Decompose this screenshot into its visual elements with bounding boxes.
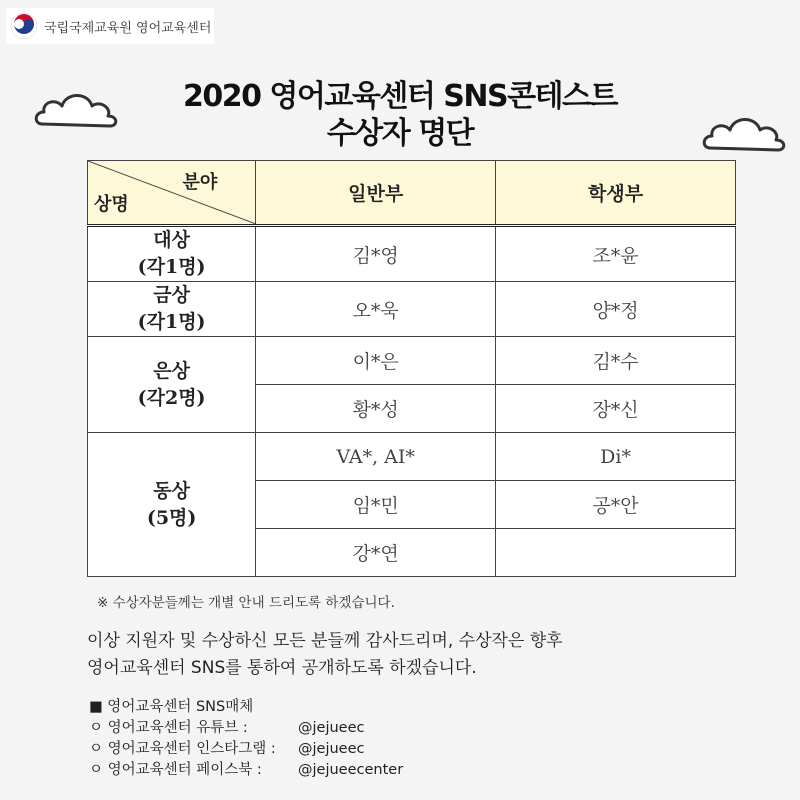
message-line-1: 이상 지원자 및 수상하신 모든 분들께 감사드리며, 수상작은 향후 — [87, 631, 563, 651]
title-line-2: 수상자 명단 — [326, 116, 474, 151]
award-count: (각2명) — [137, 386, 206, 409]
sns-handle: @jejueecenter — [298, 762, 404, 778]
list-item — [89, 760, 403, 781]
page-title — [0, 78, 800, 152]
award-name: 동상 — [153, 479, 190, 502]
corner-label-top: 분야 — [182, 172, 218, 193]
award-cell — [88, 337, 256, 433]
title-line-1: 2020 영어교육센터 SNS콘테스트 — [182, 79, 617, 114]
winner-cell: 김*수 — [496, 337, 736, 385]
sns-heading: ■ 영어교육센터 SNS매체 — [89, 699, 254, 715]
table-row — [88, 226, 736, 282]
award-count: (각1명) — [137, 256, 206, 278]
column-header: 일반부 — [256, 161, 496, 226]
award-cell — [88, 226, 256, 282]
message-line-2: 영어교육센터 SNS를 통하여 공개하도록 하겠습니다. — [87, 658, 477, 678]
winner-cell: 이*은 — [256, 337, 496, 385]
award-cell — [88, 433, 256, 577]
sns-handle: @jejueec — [298, 720, 365, 736]
winner-cell — [496, 529, 736, 577]
table-row — [88, 337, 736, 385]
sns-label: ㅇ 영어교육센터 인스타그램 : — [89, 741, 276, 757]
winner-cell: 임*민 — [256, 481, 496, 529]
sns-media-list — [89, 697, 403, 781]
table-row — [88, 282, 736, 337]
award-name: 대상 — [153, 229, 190, 251]
winner-cell: 오*욱 — [256, 282, 496, 337]
thanks-message — [87, 628, 563, 682]
winner-cell: 공*안 — [496, 481, 736, 529]
winner-cell: 강*연 — [256, 529, 496, 577]
corner-label-bottom: 상명 — [94, 194, 129, 215]
sns-label: ㅇ 영어교육센터 유튜브 : — [89, 720, 248, 736]
list-item — [89, 718, 403, 739]
column-header: 학생부 — [496, 161, 736, 226]
table-row — [88, 433, 736, 481]
taegeuk-logo-icon — [10, 12, 38, 40]
winner-cell: Di* — [496, 433, 736, 481]
winner-cell: VA*, AI* — [256, 433, 496, 481]
award-count: (각1명) — [137, 311, 206, 333]
corner-cell — [88, 161, 256, 226]
award-name: 금상 — [153, 284, 190, 306]
awards-table — [87, 160, 736, 577]
award-count: (5명) — [146, 506, 197, 529]
winner-cell: 김*영 — [256, 226, 496, 282]
winner-cell: 황*성 — [256, 385, 496, 433]
winner-cell: 양*정 — [496, 282, 736, 337]
notice-text: ※ 수상자분들께는 개별 안내 드리도록 하겠습니다. — [97, 595, 395, 611]
org-logo-bar — [6, 8, 214, 44]
list-item — [89, 739, 403, 760]
sns-handle: @jejueec — [298, 741, 365, 757]
sns-label: ㅇ 영어교육센터 페이스북 : — [89, 762, 262, 778]
award-cell — [88, 282, 256, 337]
winner-cell: 장*신 — [496, 385, 736, 433]
org-name: 국립국제교육원 영어교육센터 — [44, 20, 212, 36]
award-name: 은상 — [153, 359, 190, 382]
winner-cell: 조*윤 — [496, 226, 736, 282]
table-header-row — [88, 161, 736, 226]
